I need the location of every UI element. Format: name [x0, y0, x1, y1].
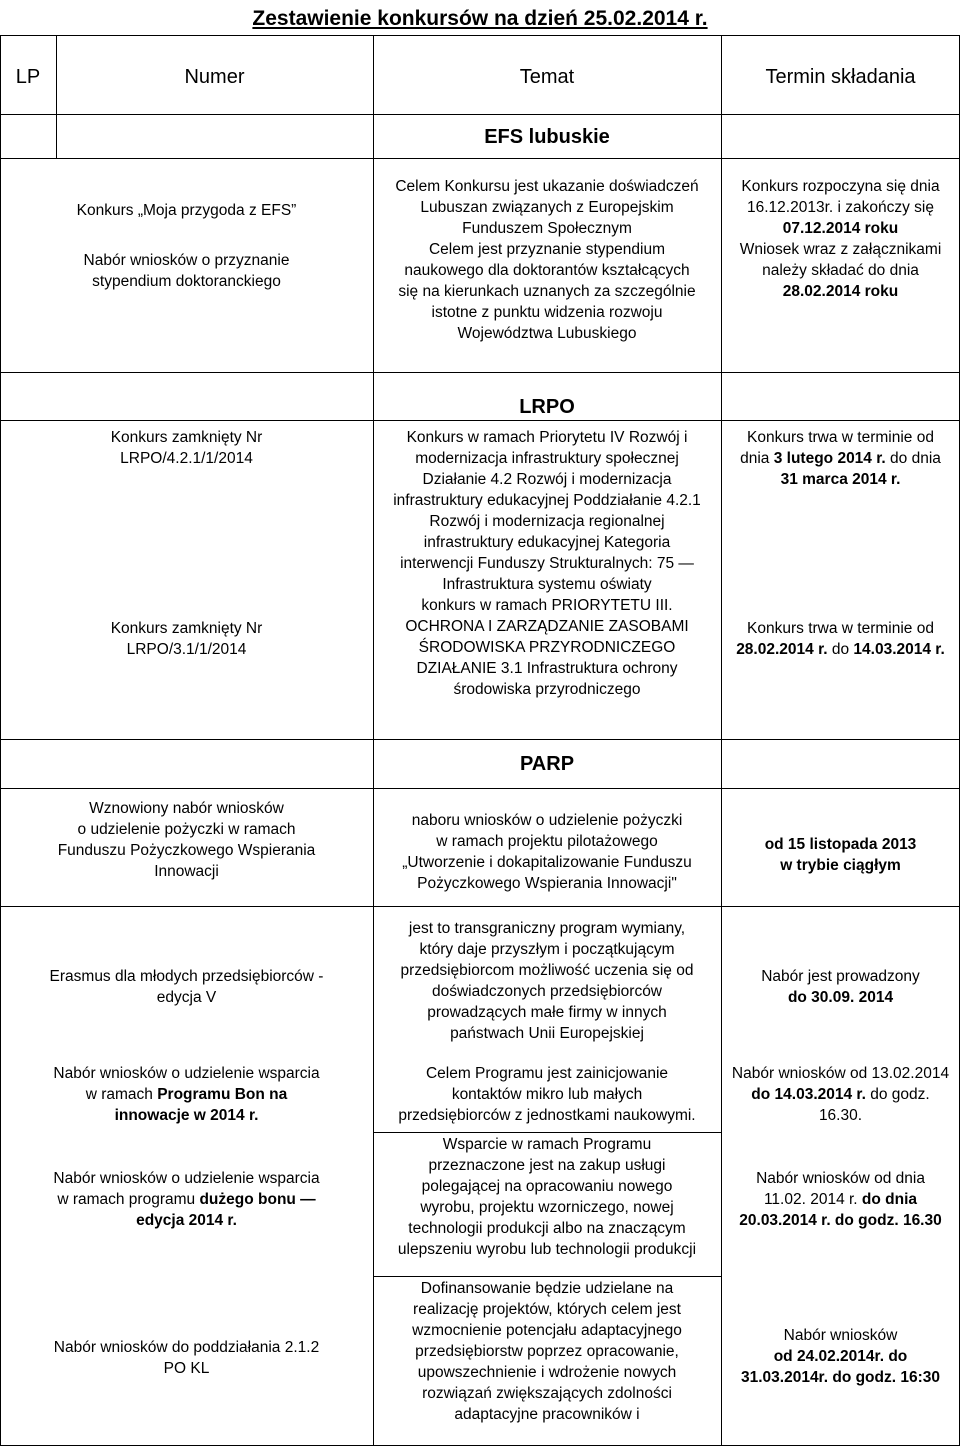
section-efs-heading: EFS lubuskie: [484, 126, 610, 148]
section-parp-heading: PARP: [519, 753, 575, 775]
parp-termin-4: Nabór wniosków od dnia 11.02. 2014 r. do dnia 20.03.2014 r. do godz. 16.30: [739, 1170, 942, 1229]
parp-termin-3: Nabór wniosków od 13.02.2014 do 14.03.2014 r. do godz. 16.30.: [731, 1065, 950, 1124]
header-lp: LP: [15, 66, 41, 88]
parp-temat-5: Dofinansowanie będzie udzielane na realizację projektów, których celem jest wzmocnienie potencjału adaptacyjnego przedsiębiorstw poprzez opracowanie, upowszechnienie i wdrożenie nowych rozwiązań zwiększających zdolności adaptacyjne pracowników i: [412, 1280, 682, 1423]
parp-temat-3: Celem Programu jest zainicjowanie kontaktów mikro lub małych przedsiębiorców z jednostkami naukowymi.: [398, 1065, 696, 1124]
parp-termin-1: od 15 listopada 2013 w trybie ciągłym: [764, 836, 917, 874]
parp-numer-2: Erasmus dla młodych przedsiębiorców - edycja V: [49, 968, 324, 1006]
efs-numer-2: Nabór wniosków o przyznanie stypendium doktoranckiego: [83, 252, 290, 290]
parp-numer-5: Nabór wniosków do poddziałania 2.1.2 PO KL: [53, 1339, 320, 1377]
lrpo-termin-2: Konkurs trwa w terminie od 28.02.2014 r. do 14.03.2014 r.: [736, 620, 945, 658]
parp-temat-2: jest to transgraniczny program wymiany, który daje przyszłym i początkującym przedsiębiorcom możliwość uczenia się od doświadczonych przedsiębiorców prowadzących małe firmy w innych państwach Unii Europejskiej: [400, 920, 694, 1042]
parp-termin-5: Nabór wniosków od 24.02.2014r. do 31.03.2014r. do godz. 16:30: [740, 1327, 941, 1386]
parp-numer-4: Nabór wniosków o udzielenie wsparcia w ramach programu dużego bonu — edycja 2014 r.: [53, 1170, 320, 1229]
parp-temat-1: naboru wniosków o udzielenie pożyczki w ramach projektu pilotażowego „Utworzenie i dokapitalizowanie Funduszu Pożyczkowego Wspierania Innowacji": [402, 812, 692, 892]
parp-numer-3: Nabór wniosków o udzielenie wsparcia w ramach Programu Bon na innowacje w 2014 r.: [53, 1065, 320, 1124]
parp-numer-1: Wznowiony nabór wniosków o udzielenie pożyczki w ramach Funduszu Pożyczkowego Wspierania Innowacji: [57, 800, 316, 880]
efs-termin: Konkurs rozpoczyna się dnia 16.12.2013r. i zakończy się 07.12.2014 roku Wniosek wraz z załącznikami należy składać do dnia 28.02.2014 roku: [739, 178, 942, 300]
section-lrpo-heading: LRPO: [519, 396, 575, 418]
parp-temat-4: Wsparcie w ramach Programu przeznaczone jest na zakup usługi polegającej na opracowaniu nowego wyrobu, projektu wzorniczego, nowej technologii produkcji albo na znaczącym ulepszeniu wyrobu lub technologii produkcji: [397, 1136, 697, 1258]
lrpo-numer-2: Konkurs zamknięty Nr LRPO/3.1/1/2014: [110, 620, 263, 658]
lrpo-temat: Konkurs w ramach Priorytetu IV Rozwój i modernizacja infrastruktury społecznej Działanie 4.2 Rozwój i modernizacja infrastruktury edukacyjnej Poddziałanie 4.2.1 Rozwój i modernizacja regionalnej infrastruktury edukacyjnej Kategoria interwencji Funduszy Strukturalnych: 75 — Infrastruktura systemu oświaty konkurs w ramach PRIORYTETU III. OCHRONA I ZARZĄDZANIE ZASOBAMI ŚRODOWISKA PRZYRODNICZEGO DZIAŁANIE 3.1 Infrastruktura ochrony środowiska przyrodniczego: [393, 429, 701, 698]
header-temat: Temat: [519, 66, 575, 88]
parp-termin-2: Nabór jest prowadzony do 30.09. 2014: [761, 968, 920, 1006]
lrpo-numer-1: Konkurs zamknięty Nr LRPO/4.2.1/1/2014: [110, 429, 263, 467]
lrpo-termin-1: Konkurs trwa w terminie od dnia 3 lutego 2014 r. do dnia 31 marca 2014 r.: [740, 429, 941, 488]
header-termin: Termin składania: [765, 66, 916, 88]
page-title: Zestawienie konkursów na dzień 25.02.2014 r.: [252, 7, 708, 30]
efs-numer-1: Konkurs „Moja przygoda z EFS”: [76, 202, 297, 219]
header-numer: Numer: [184, 66, 245, 88]
efs-temat: Celem Konkursu jest ukazanie doświadczeń Lubuszan związanych z Europejskim Funduszem Społecznym Celem jest przyznanie stypendium naukowego dla doktorantów kształcących się na kierunkach uznanych za szczególnie istotne z punktu widzenia rozwoju Województwa Lubuskiego: [395, 178, 699, 342]
